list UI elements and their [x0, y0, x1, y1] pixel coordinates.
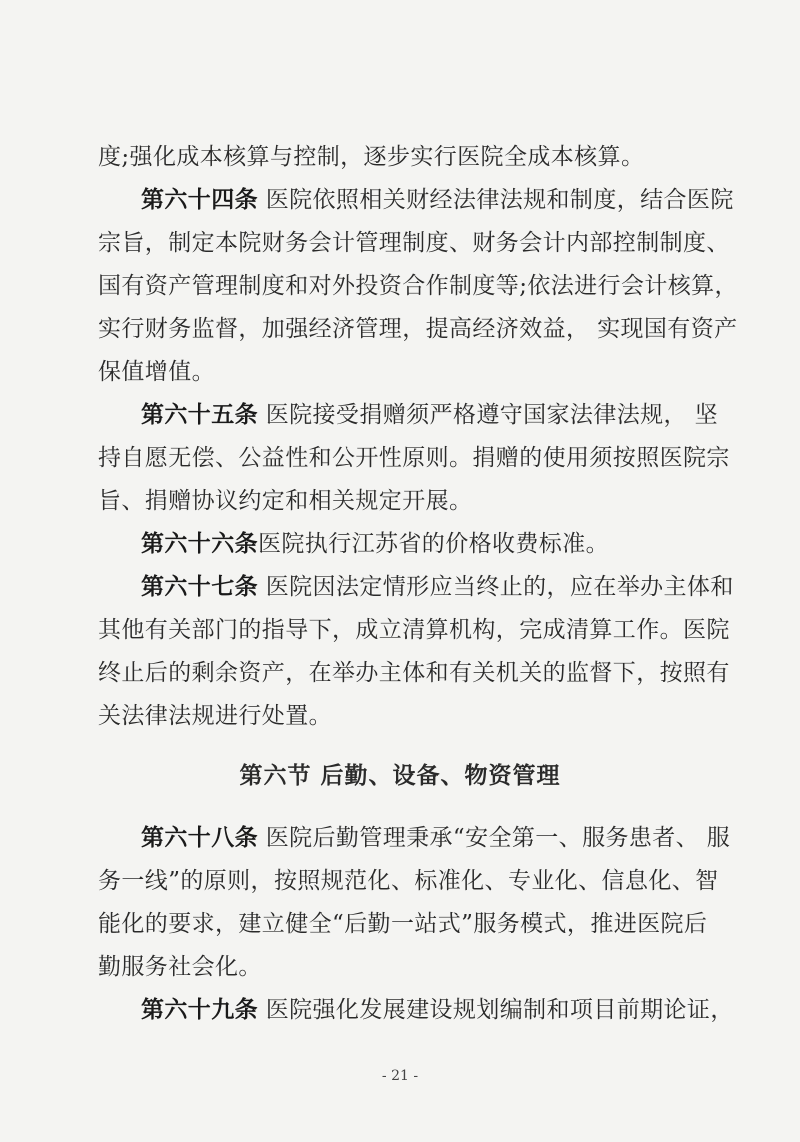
article-68-line-3: 能化的要求，建立健全“后勤一站式”服务模式，推进医院后	[98, 911, 708, 937]
article-68-line-1	[141, 823, 730, 853]
article-65-line-1	[141, 400, 718, 430]
article-64-line-1	[141, 185, 734, 215]
article-66-label: 第六十六条	[141, 530, 258, 557]
article-67-line-3: 终止后的剩余资产，在举办主体和有关机关的监督下，按照有	[98, 660, 730, 686]
article-66-text-1: 医院执行江苏省的价格收费标准。	[258, 531, 609, 557]
article-64-label: 第六十四条	[141, 186, 258, 213]
article-68-line-2: 务一线”的原则，按照规范化、标准化、专业化、信息化、智	[98, 868, 719, 894]
article-65-line-2: 持自愿无偿、公益性和公开性原则。捐赠的使用须按照医院宗	[98, 445, 730, 471]
article-64-text-1: 医院依照相关财经法律法规和制度，结合医院	[265, 187, 734, 213]
article-67-line-4: 关法律法规进行处置。	[98, 703, 332, 729]
article-65-text-1: 医院接受捐赠须严格遵守国家法律法规， 坚	[265, 402, 719, 428]
article-69-label: 第六十九条	[141, 996, 258, 1023]
article-64-line-3: 国有资产管理制度和对外投资合作制度等;依法进行会计核算，	[98, 273, 738, 299]
page-number: - 21 -	[381, 1068, 419, 1084]
article-67-label: 第六十七条	[141, 573, 258, 600]
article-67-line-2: 其他有关部门的指导下，成立清算机构，完成清算工作。医院	[98, 617, 730, 643]
article-67-text-1: 医院因法定情形应当终止的，应在举办主体和	[265, 574, 734, 600]
article-64-line-2: 宗旨，制定本院财务会计管理制度、财务会计内部控制制度、	[98, 230, 730, 256]
continuation-line: 度;强化成本核算与控制，逐步实行医院全成本核算。	[98, 144, 645, 170]
article-68-label: 第六十八条	[141, 824, 258, 851]
article-67-line-1	[141, 572, 734, 602]
article-68-text-1: 医院后勤管理秉承“安全第一、服务患者、 服	[265, 825, 731, 851]
article-69-line-1	[141, 995, 734, 1025]
article-64-line-4: 实行财务监督，加强经济管理，提高经济效益， 实现国有资产	[98, 316, 738, 342]
article-65-line-3: 旨、捐赠协议约定和相关规定开展。	[98, 488, 473, 514]
article-66-line-1	[141, 529, 609, 559]
article-65-label: 第六十五条	[141, 401, 258, 428]
article-68-line-4: 勤服务社会化。	[98, 954, 262, 980]
article-69-text-1: 医院强化发展建设规划编制和项目前期论证，	[265, 997, 734, 1023]
article-64-line-5: 保值增值。	[98, 359, 215, 385]
section-heading: 第六节 后勤、设备、物资管理	[239, 762, 561, 789]
